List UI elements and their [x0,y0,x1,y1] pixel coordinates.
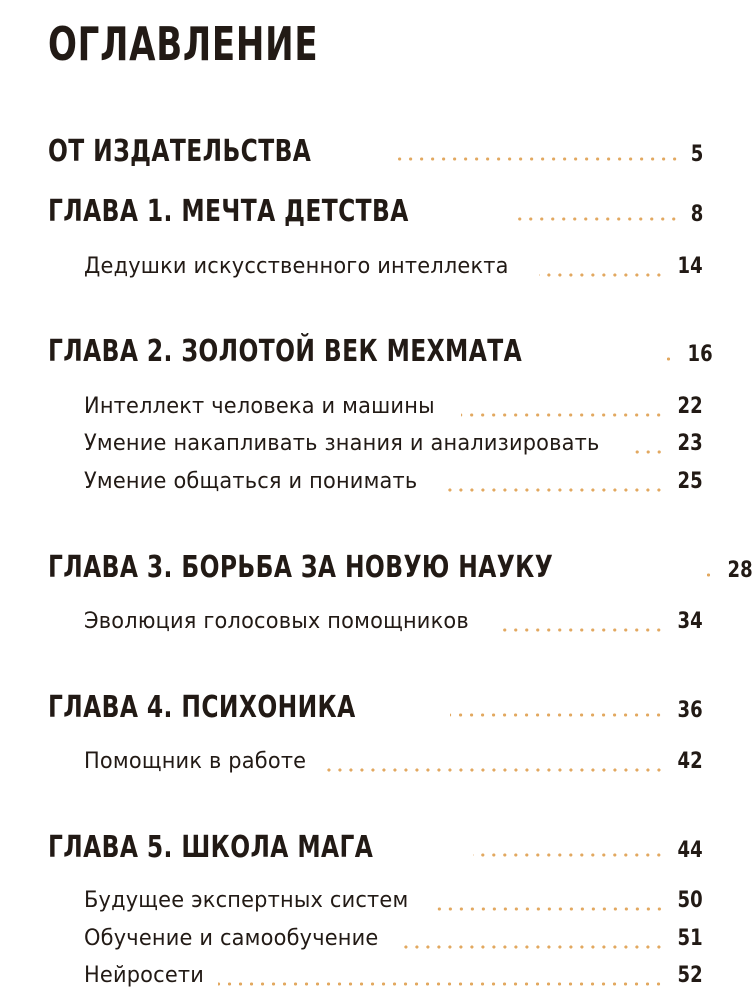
toc-entry-page: 44 [677,838,703,863]
toc-entry-page: 36 [677,698,703,723]
toc-entry-label: Обучение и самообучение [84,926,379,951]
toc-entry-page: 51 [677,926,703,951]
toc-entry-publisher[interactable] [48,134,703,168]
toc-entry-chapter-4[interactable] [48,690,703,724]
dot-leader [539,272,664,278]
toc-entry-page: 14 [677,254,703,279]
dot-leader [450,712,664,718]
toc-entry-label: ГЛАВА 3. БОРЬБА ЗА НОВУЮ НАУКУ [48,550,554,585]
toc-entry-label: ГЛАВА 5. ШКОЛА МАГА [48,830,374,865]
toc-entry-section[interactable] [84,469,703,499]
toc-entry-page: 52 [677,963,703,988]
toc-entry-chapter-3[interactable] [48,550,752,585]
dot-leader [635,449,665,455]
toc-entry-section[interactable] [84,963,703,993]
toc-entry-section[interactable] [84,888,703,918]
toc-entry-chapter-2[interactable] [48,334,713,369]
dot-leader [434,906,665,912]
dot-leader [473,852,664,858]
toc-entry-page: 22 [677,394,703,419]
dot-leader [443,487,664,493]
toc-entry-page: 5 [690,142,703,167]
toc-entry-section[interactable] [84,254,703,284]
toc-entry-page: 23 [677,431,703,456]
toc-entry-page: 42 [677,749,703,774]
dot-leader [394,156,680,162]
dot-leader [461,412,664,418]
toc-entry-label: Интеллект человека и машины [84,394,435,419]
dot-leader [704,572,714,578]
toc-entry-label: Дедушки искусственного интеллекта [84,254,509,279]
toc-entry-page: 28 [727,558,752,583]
toc-entry-page: 34 [677,609,703,634]
toc-entry-section[interactable] [84,926,703,956]
toc-entry-label: Умение накапливать знания и анализировать [84,431,600,456]
toc-entry-page: 25 [677,469,703,494]
page-title: ОГЛАВЛЕНИЕ [48,17,319,71]
dot-leader [326,767,664,773]
toc-entry-section[interactable] [84,431,703,461]
dot-leader [402,944,664,950]
toc-entry-chapter-5[interactable] [48,830,703,864]
toc-entry-section[interactable] [84,609,703,639]
toc-entry-label: ОТ ИЗДАТЕЛЬСТВА [48,134,312,169]
dot-leader [218,981,664,987]
toc-entry-label: ГЛАВА 2. ЗОЛОТОЙ ВЕК МЕХМАТА [48,334,523,369]
toc-entry-section[interactable] [84,394,703,424]
toc-entry-page: 16 [687,342,713,367]
toc-entry-page: 8 [690,202,703,227]
dot-leader [518,216,679,222]
toc-entry-label: Помощник в работе [84,749,307,774]
toc-entry-label: Умение общаться и понимать [84,469,418,494]
dot-leader [664,356,674,362]
toc-entry-label: ГЛАВА 4. ПСИХОНИКА [48,690,356,725]
toc-entry-label: Будущее экспертных систем [84,888,409,913]
toc-entry-page: 50 [677,888,703,913]
toc-entry-section[interactable] [84,749,703,779]
toc-entry-label: Нейросети [84,963,205,988]
toc-entry-chapter-1[interactable] [48,194,703,228]
toc-entry-label: ГЛАВА 1. МЕЧТА ДЕТСТВА [48,194,409,229]
toc-entry-label: Эволюция голосовых помощников [84,609,469,634]
dot-leader [497,627,664,633]
